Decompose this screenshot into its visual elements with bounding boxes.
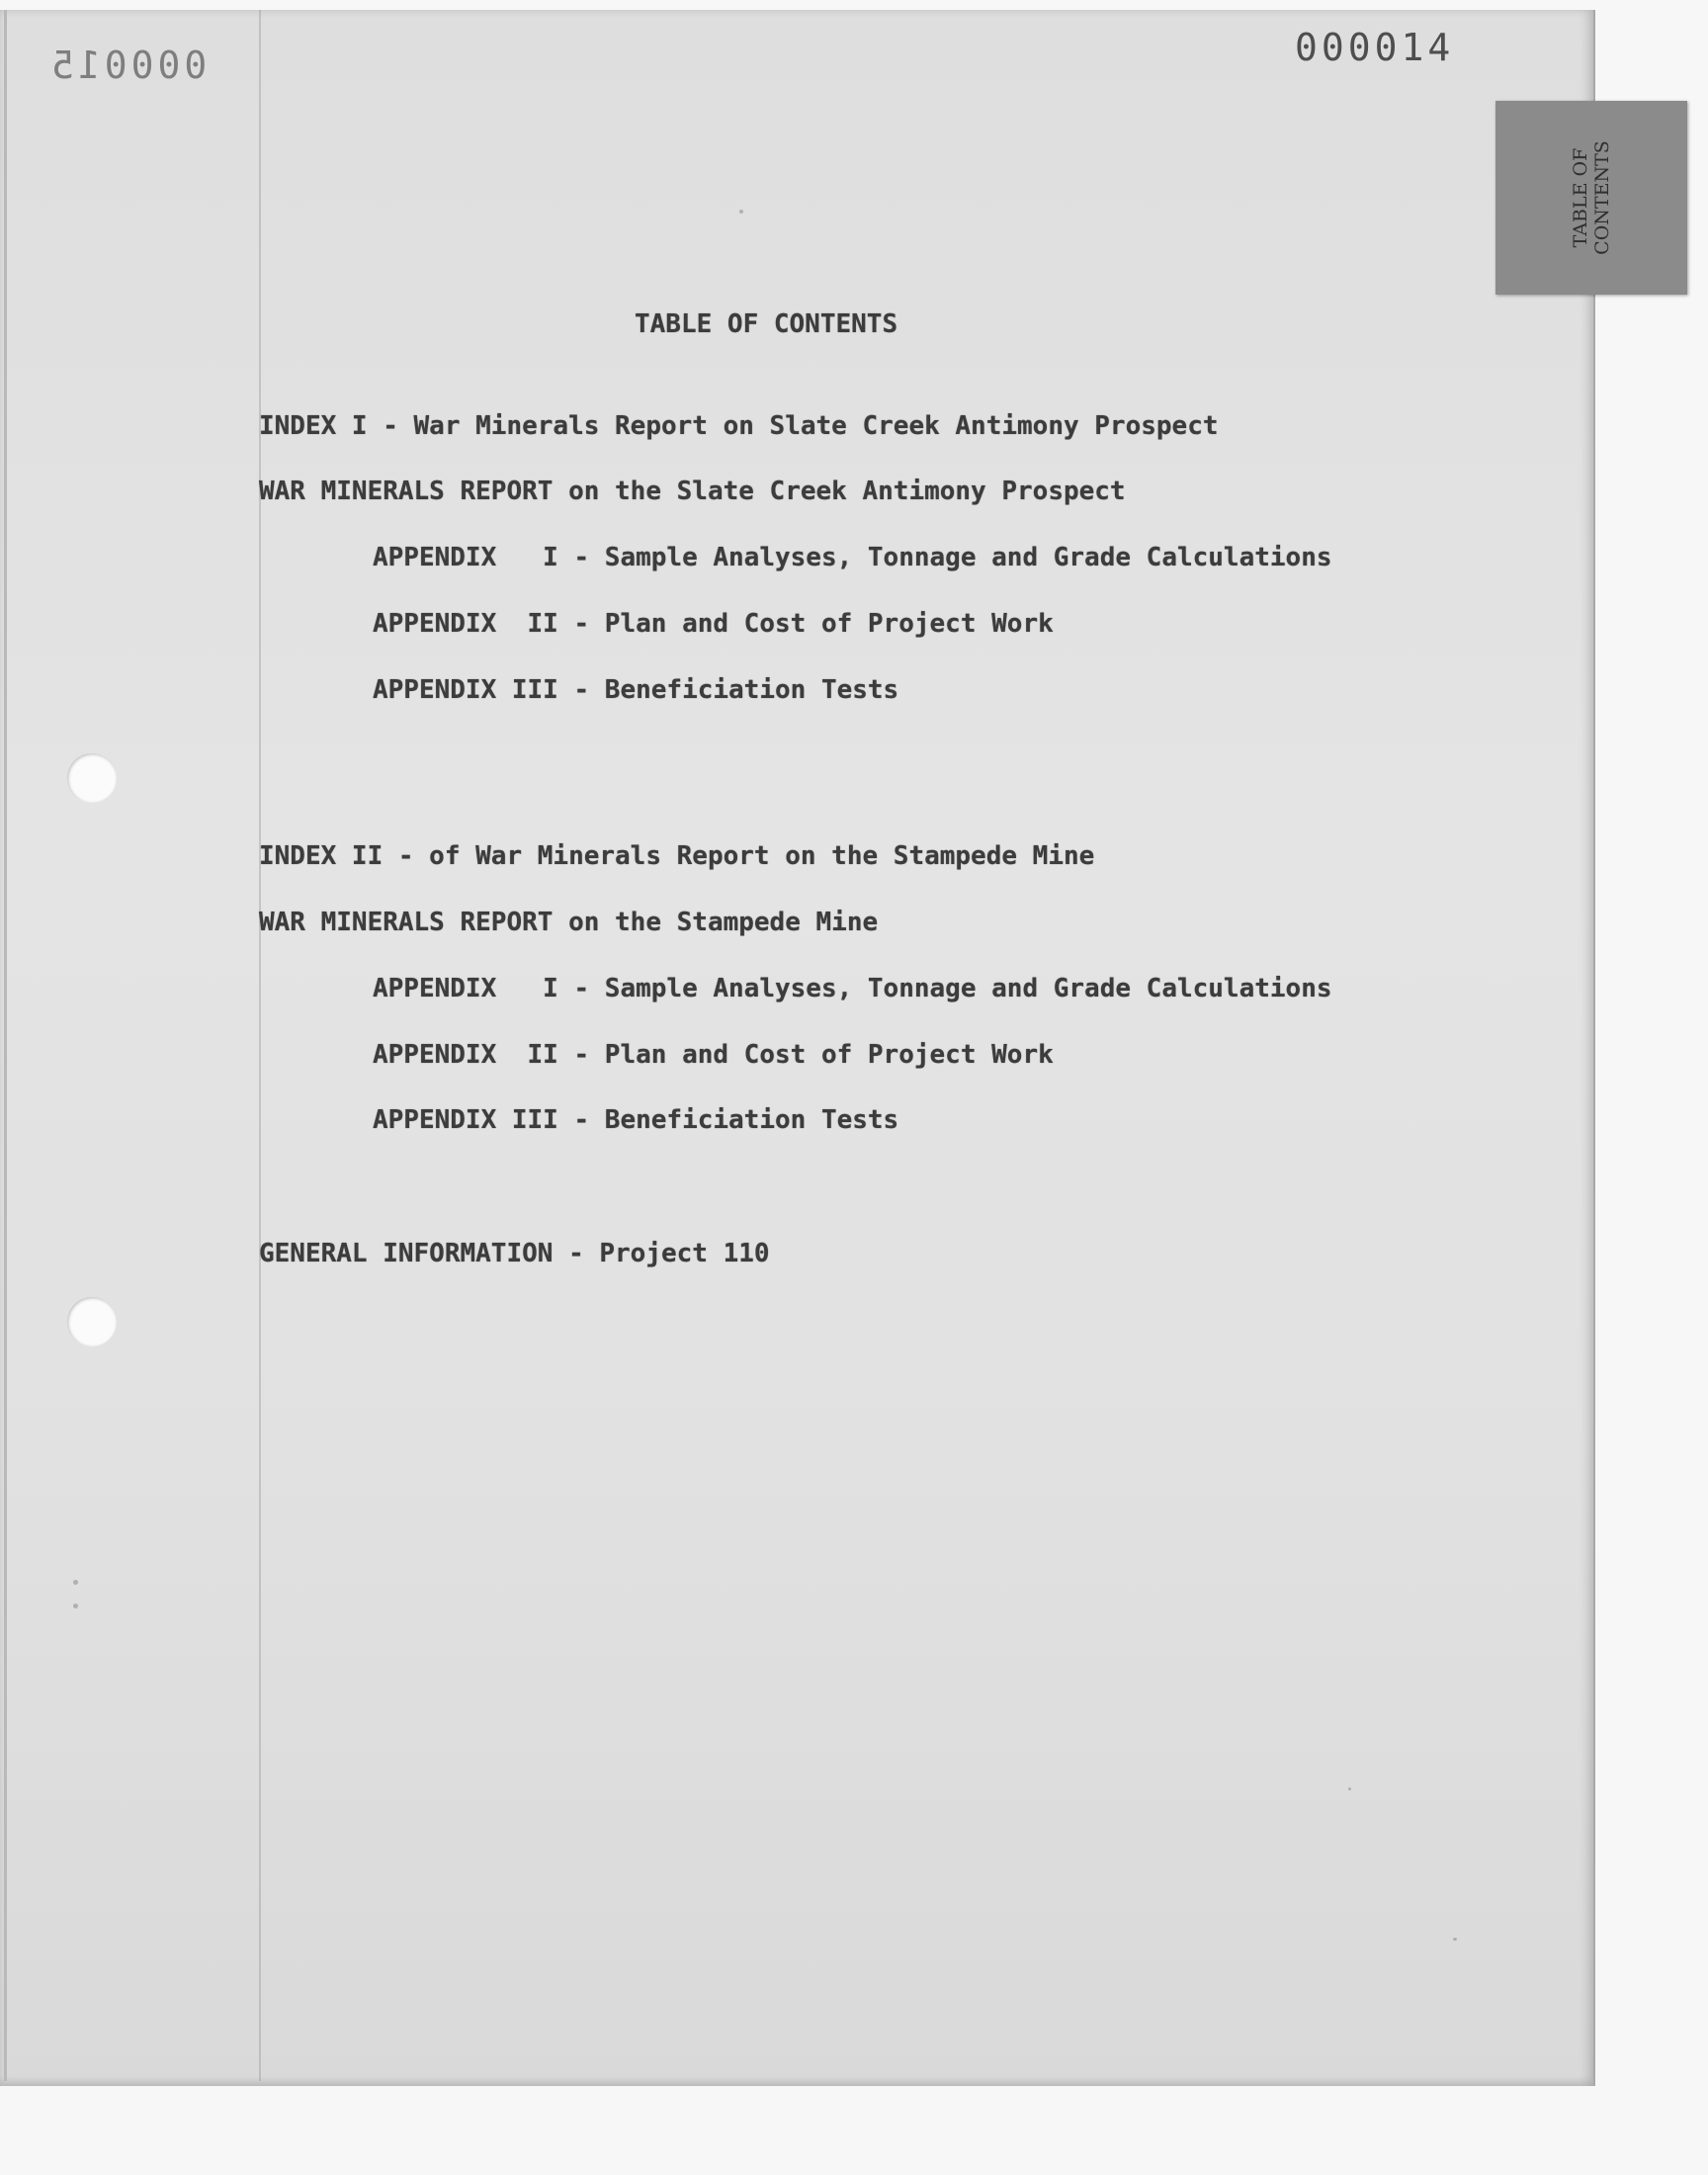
mirrored-page-stamp: 000015 [47, 44, 208, 87]
toc-entry-appendix-2-iii: APPENDIX III - Beneficiation Tests [373, 1105, 899, 1135]
toc-entry-appendix-1-ii: APPENDIX II - Plan and Cost of Project Work [373, 609, 1054, 639]
paper-speck [739, 210, 743, 214]
paper-speck [1348, 1787, 1351, 1790]
section-tab-label: TABLE OF CONTENTS [1570, 140, 1613, 255]
toc-entry-index-1: INDEX I - War Minerals Report on Slate Creek Antimony Prospect [259, 411, 1219, 441]
punch-hole [67, 1297, 117, 1347]
toc-entry-general-information: GENERAL INFORMATION - Project 110 [259, 1239, 770, 1268]
section-tab[interactable] [1495, 101, 1687, 295]
toc-entry-appendix-2-i: APPENDIX I - Sample Analyses, Tonnage and Grade Calculations [373, 974, 1332, 1003]
paper-speck [1453, 1938, 1457, 1941]
toc-entry-appendix-1-i: APPENDIX I - Sample Analyses, Tonnage and Grade Calculations [373, 543, 1332, 572]
toc-entry-appendix-1-iii: APPENDIX III - Beneficiation Tests [373, 675, 899, 705]
page-number-stamp: 000014 [1295, 26, 1455, 69]
paper-speck [73, 1604, 78, 1609]
paper-speck [73, 1580, 78, 1585]
page-left-edge [4, 10, 7, 2081]
margin-rule [259, 10, 261, 2081]
toc-entry-index-2: INDEX II - of War Minerals Report on the Stampede Mine [259, 841, 1095, 871]
page-title: TABLE OF CONTENTS [635, 309, 898, 339]
toc-entry-report-2: WAR MINERALS REPORT on the Stampede Mine [259, 908, 879, 937]
toc-entry-report-1: WAR MINERALS REPORT on the Slate Creek Antimony Prospect [259, 477, 1126, 506]
toc-entry-appendix-2-ii: APPENDIX II - Plan and Cost of Project Work [373, 1040, 1054, 1070]
punch-hole [67, 753, 117, 803]
